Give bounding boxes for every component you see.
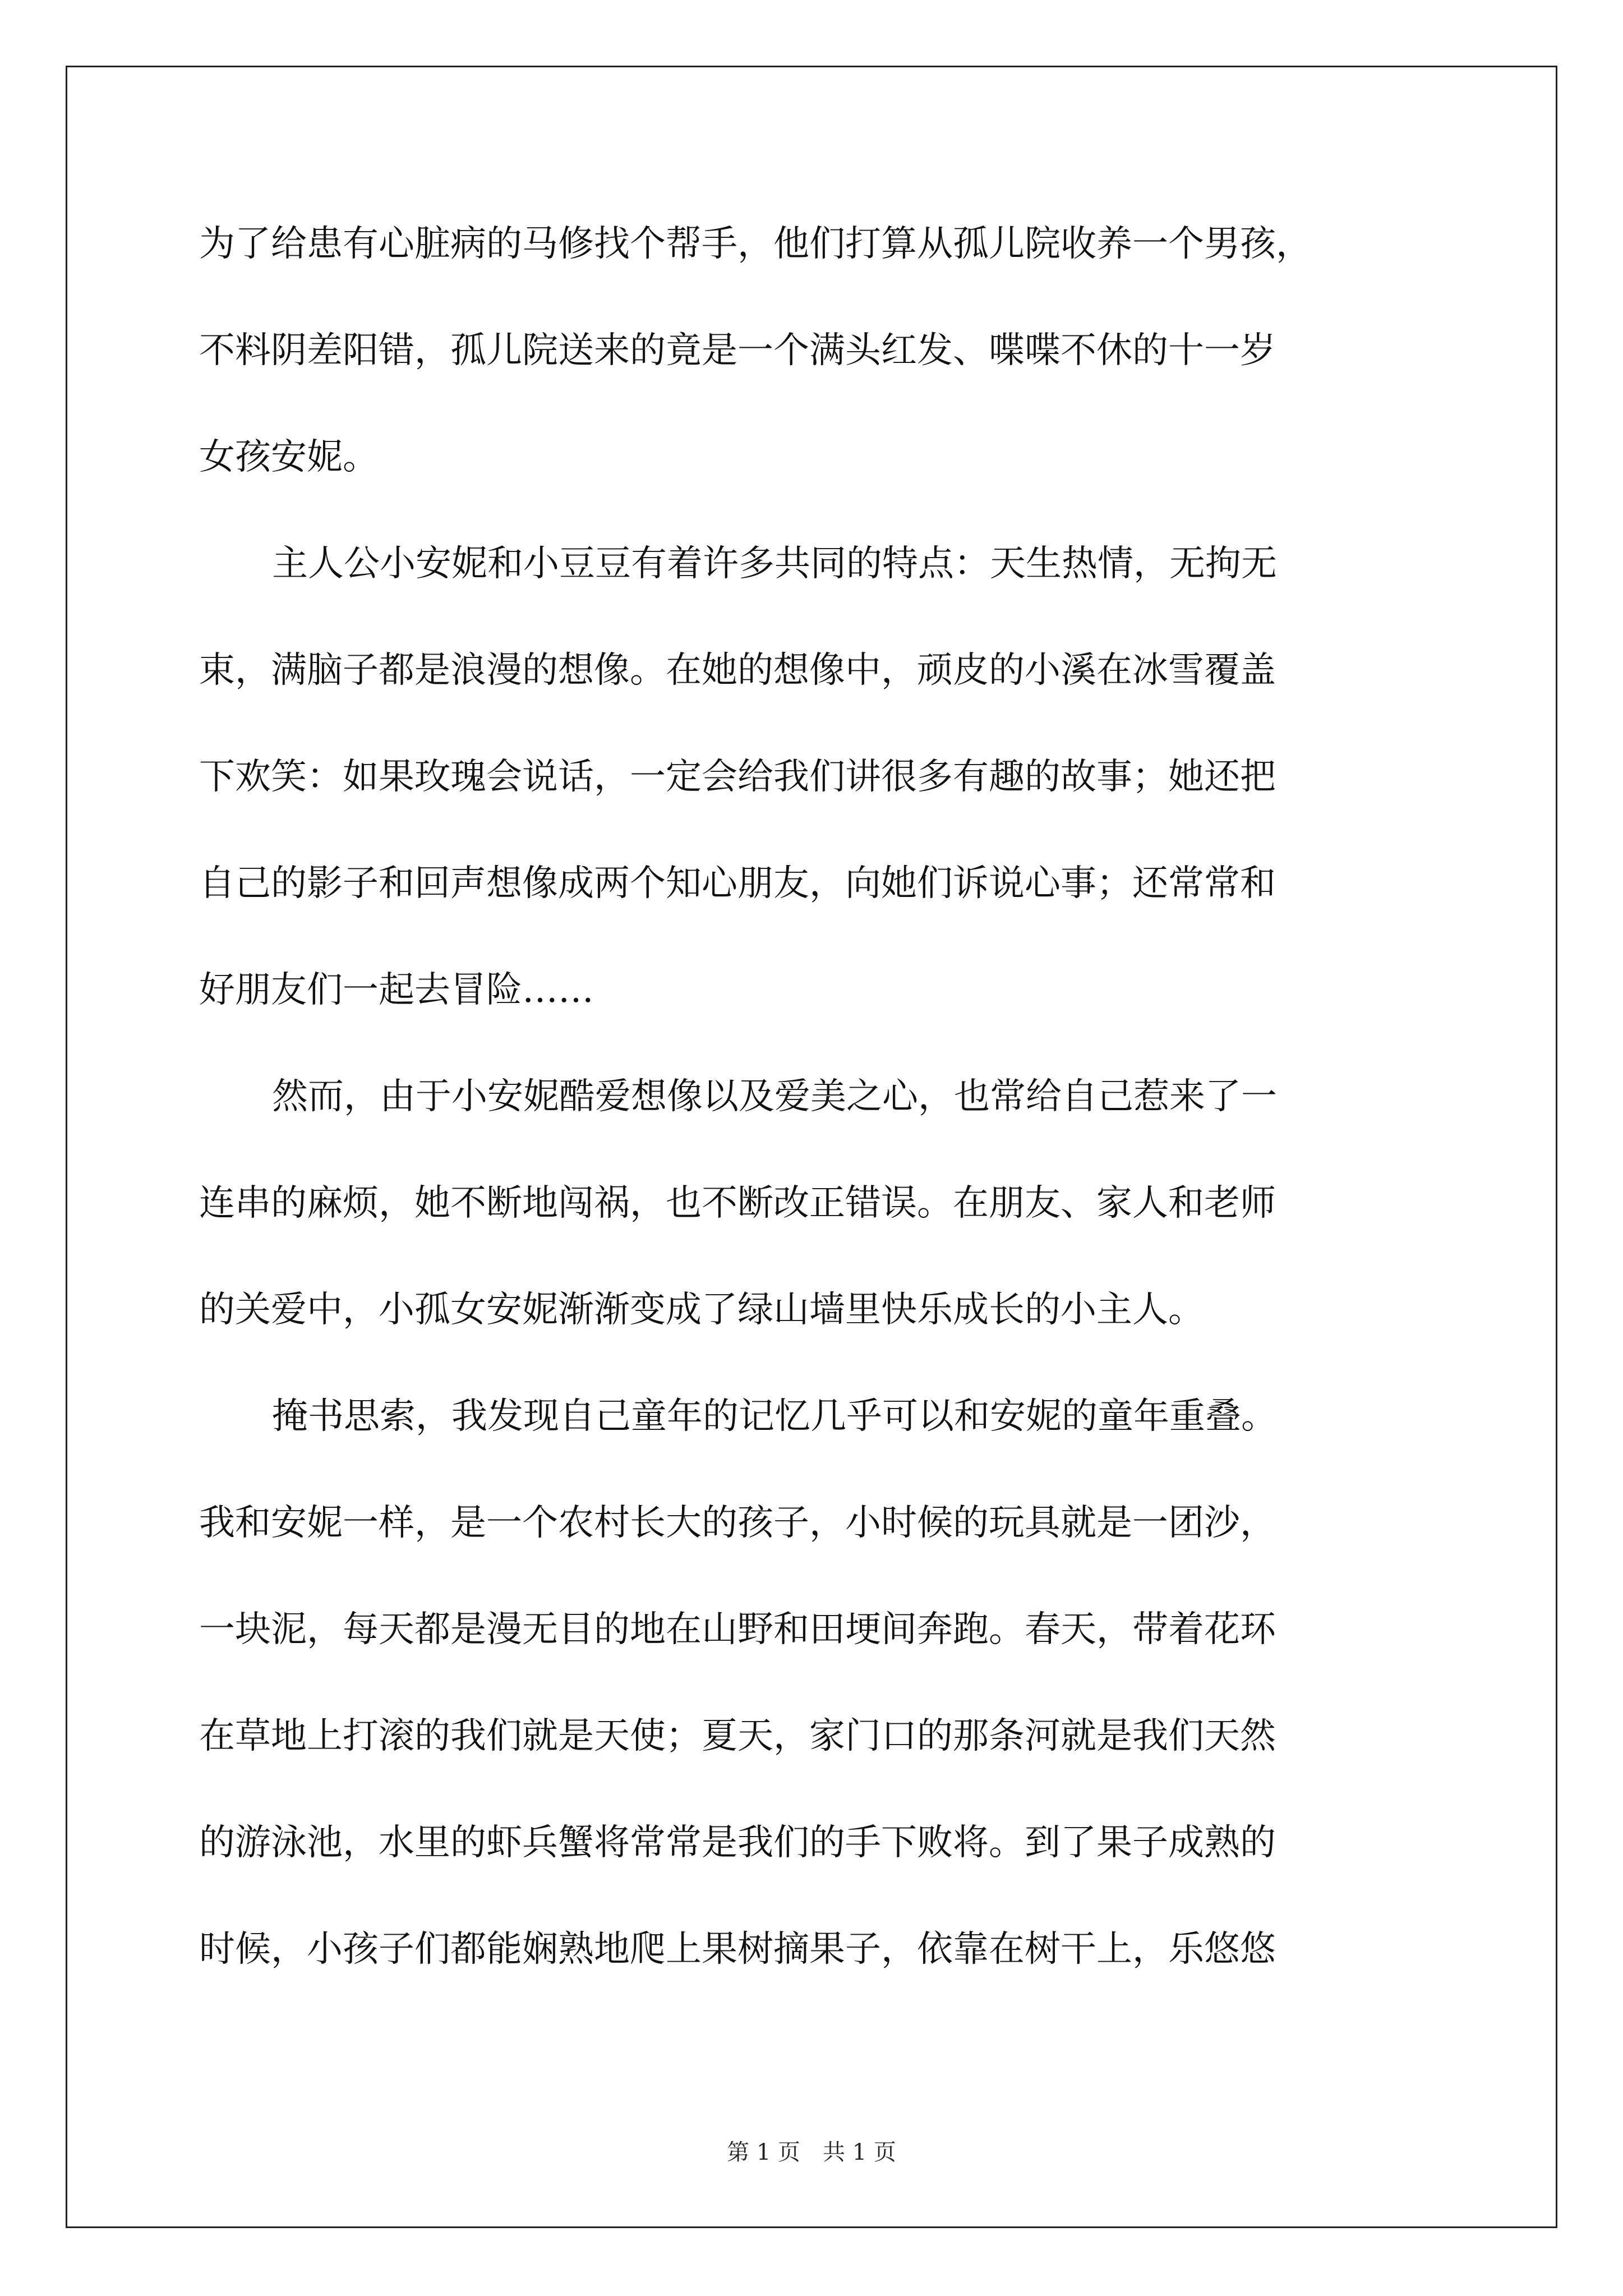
text-line: 女孩安妮。: [199, 436, 379, 478]
text-line: 我和安妮一样，是一个农村长大的孩子，小时候的玩具就是一团沙，: [199, 1502, 1276, 1544]
text-line: 的游泳池，水里的虾兵蟹将常常是我们的手下败将。到了果子成熟的: [199, 1822, 1276, 1864]
text-line: 好朋友们一起去冒险……: [199, 969, 594, 1011]
text-line: 连串的麻烦，她不断地闯祸，也不断改正错误。在朋友、家人和老师: [199, 1182, 1276, 1224]
paragraph-first-line: 然而，由于小安妮酷爱想像以及爱美之心，也常给自己惹来了一: [272, 1076, 1277, 1117]
text-line: 时候，小孩子们都能娴熟地爬上果树摘果子，依靠在树干上，乐悠悠: [199, 1929, 1276, 1970]
text-line: 一块泥，每天都是漫无目的地在山野和田埂间奔跑。春天，带着花环: [199, 1609, 1276, 1650]
text-line: 自己的影子和回声想像成两个知心朋友，向她们诉说心事；还常常和: [199, 863, 1276, 904]
document-body: [199, 191, 1433, 2003]
text-line: 束，满脑子都是浪漫的想像。在她的想像中，顽皮的小溪在冰雪覆盖: [199, 650, 1276, 691]
text-line: 在草地上打滚的我们就是天使；夏天，家门口的那条河就是我们天然: [199, 1715, 1276, 1757]
text-line: 下欢笑：如果玫瑰会说话，一定会给我们讲很多有趣的故事；她还把: [199, 756, 1276, 798]
paragraph-first-line: 主人公小安妮和小豆豆有着许多共同的特点：天生热情，无拘无: [272, 543, 1277, 585]
text-line: 为了给患有心脏病的马修找个帮手，他们打算从孤儿院收养一个男孩，: [199, 223, 1312, 265]
text-line: 不料阴差阳错，孤儿院送来的竟是一个满头红发、喋喋不休的十一岁: [199, 330, 1276, 371]
paragraph-first-line: 掩书思索，我发现自己童年的记忆几乎可以和安妮的童年重叠。: [272, 1396, 1277, 1437]
page-number-footer: 第 1 页 共 1 页: [727, 2139, 896, 2165]
text-line: 的关爱中，小孤女安妮渐渐变成了绿山墙里快乐成长的小主人。: [199, 1289, 1204, 1331]
